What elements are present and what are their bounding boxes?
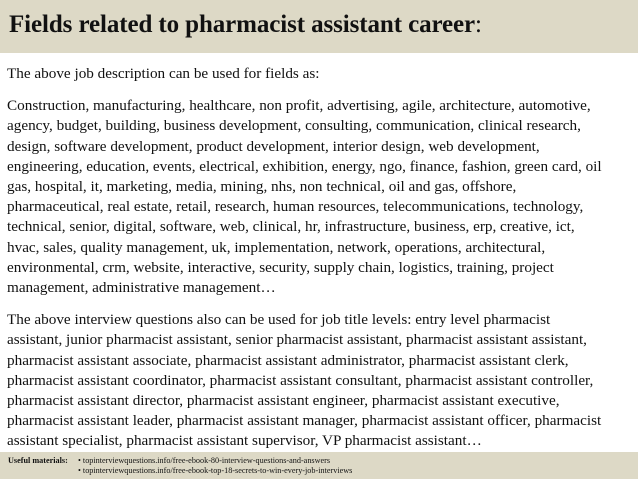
- fields-line: agency, budget, building, business development, consulting, communication, clinical research,: [7, 117, 581, 135]
- levels-line: assistant, junior pharmacist assistant, senior pharmacist assistant, pharmacist assistant assistant,: [7, 331, 587, 349]
- fields-paragraph: [7, 96, 633, 298]
- levels-line: pharmacist assistant associate, pharmacist assistant administrator, pharmacist assistant clerk,: [7, 351, 569, 369]
- page-title-text: Fields related to pharmacist assistant career: [9, 11, 476, 38]
- footer-label: Useful materials:: [8, 456, 68, 465]
- useful-materials: [8, 456, 352, 476]
- levels-line: assistant specialist, pharmacist assistant supervisor, VP pharmacist assistant…: [7, 432, 482, 450]
- levels-line: The above interview questions also can be used for job title levels: entry level pharmacist: [7, 311, 551, 329]
- footer-link[interactable]: • topinterviewquestions.info/free-ebook-80-interview-questions-and-answers: [78, 456, 331, 465]
- fields-line: management, administrative management…: [7, 279, 276, 297]
- title-bar: [0, 0, 638, 53]
- footer-row: [8, 466, 352, 476]
- fields-line: environmental, crm, website, interactive, security, supply chain, logistics, training, project: [7, 258, 554, 276]
- slide-content: [7, 64, 633, 452]
- intro-text: The above job description can be used for fields as:: [7, 65, 320, 82]
- fields-line: design, software development, product development, interior design, web development,: [7, 137, 540, 155]
- fields-line: technical, senior, digital, software, web, clinical, hr, infrastructure, business, erp, creative, ict,: [7, 218, 575, 236]
- footer-bar: [0, 452, 638, 479]
- job-levels-paragraph: [7, 310, 633, 451]
- footer-link[interactable]: • topinterviewquestions.info/free-ebook-top-18-secrets-to-win-every-job-interviews: [78, 466, 353, 475]
- fields-line: gas, hospital, it, marketing, media, mining, nhs, non technical, oil and gas, offshore,: [7, 178, 517, 196]
- levels-line: pharmacist assistant coordinator, pharmacist assistant consultant, pharmacist assistant controller,: [7, 371, 594, 389]
- page-title-colon: :: [475, 11, 482, 38]
- levels-line: pharmacist assistant director, pharmacist assistant engineer, pharmacist assistant executive,: [7, 392, 560, 410]
- fields-line: hvac, sales, quality management, uk, implementation, network, operations, architectural,: [7, 238, 546, 256]
- footer-row: [8, 456, 352, 466]
- levels-line: pharmacist assistant leader, pharmacist assistant manager, pharmacist assistant officer, pharmacist: [7, 412, 602, 430]
- page-title: [9, 11, 482, 39]
- fields-line: pharmaceutical, real estate, retail, research, human resources, telecommunications, technology,: [7, 198, 584, 216]
- fields-line: Construction, manufacturing, healthcare, non profit, advertising, agile, architecture, automotive,: [7, 97, 591, 115]
- fields-line: engineering, education, events, electrical, exhibition, energy, ngo, finance, fashion, green card, oil: [7, 157, 602, 175]
